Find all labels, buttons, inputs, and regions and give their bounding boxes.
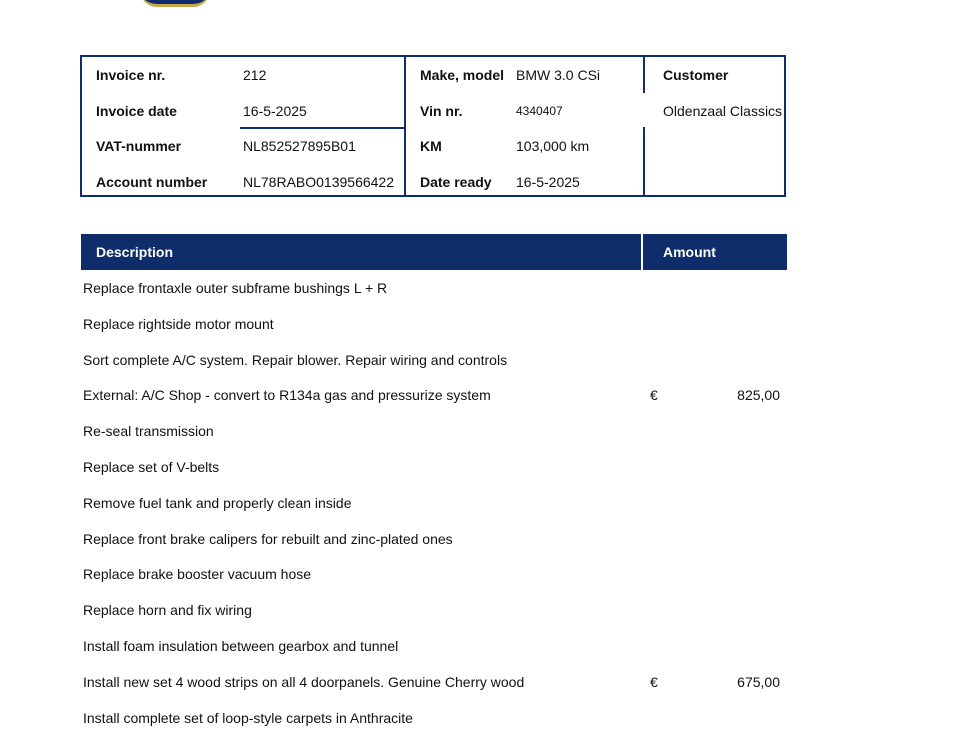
divider	[240, 127, 404, 129]
account-label: Account number	[96, 174, 208, 190]
line-items	[0, 270, 960, 735]
vat-value: NL852527895B01	[243, 138, 356, 154]
row-description: Install foam insulation between gearbox and tunnel	[83, 637, 399, 654]
km-value: 103,000 km	[516, 138, 590, 154]
table-row	[0, 628, 960, 664]
row-description: Replace frontaxle outer subframe bushings L + R	[83, 280, 388, 296]
date-ready-value: 16-5-2025	[516, 174, 580, 190]
table-row	[0, 556, 960, 592]
row-description: External: A/C Shop - convert to R134a gas and pressurize system	[83, 387, 491, 404]
company-logo	[140, 0, 210, 7]
row-currency: €	[650, 673, 658, 690]
table-row	[0, 270, 960, 306]
row-description: Remove fuel tank and properly clean inside	[83, 494, 352, 511]
divider	[643, 127, 645, 195]
vat-label: VAT-nummer	[96, 138, 182, 154]
row-description: Install complete set of loop-style carpets in Anthracite	[83, 709, 413, 726]
date-ready-label: Date ready	[420, 174, 492, 190]
km-label: KM	[420, 138, 442, 154]
row-description: Install new set 4 wood strips on all 4 doorpanels. Genuine Cherry wood	[83, 673, 525, 690]
make-model-label: Make, model	[420, 67, 505, 83]
table-row	[0, 449, 960, 485]
table-row	[0, 592, 960, 628]
table-row	[0, 485, 960, 521]
row-description: Replace rightside motor mount	[83, 315, 274, 332]
table-row	[0, 306, 960, 342]
amount-header: Amount	[663, 244, 716, 260]
row-amount: 825,00	[737, 387, 780, 404]
row-description: Replace horn and fix wiring	[83, 602, 252, 619]
table-row	[0, 521, 960, 557]
invoice-date-value: 16-5-2025	[243, 103, 307, 119]
row-description: Sort complete A/C system. Repair blower. Repair wiring and controls	[83, 351, 508, 368]
account-value: NL78RABO0139566422	[243, 174, 395, 190]
invoice-info-box	[80, 55, 786, 197]
description-header: Description	[96, 244, 174, 260]
vin-label: Vin nr.	[420, 103, 463, 119]
row-amount: 675,00	[737, 673, 780, 690]
vin-value: 4340407	[516, 104, 563, 118]
customer-label: Customer	[663, 67, 729, 83]
row-currency: €	[650, 387, 658, 404]
table-row	[0, 413, 960, 449]
customer-value: Oldenzaal Classics	[663, 103, 783, 119]
header-divider	[641, 234, 643, 270]
invoice-nr-value: 212	[243, 67, 267, 83]
row-description: Re-seal transmission	[83, 423, 214, 440]
table-row	[0, 342, 960, 378]
divider	[404, 57, 406, 195]
table-row	[0, 700, 960, 735]
divider	[643, 57, 645, 93]
row-description: Replace set of V-belts	[83, 458, 220, 475]
make-model-value: BMW 3.0 CSi	[516, 67, 601, 83]
table-row	[0, 377, 960, 413]
row-description: Replace front brake calipers for rebuilt and zinc-plated ones	[83, 530, 453, 547]
invoice-nr-label: Invoice nr.	[96, 67, 166, 83]
invoice-date-label: Invoice date	[96, 103, 177, 119]
row-description: Replace brake booster vacuum hose	[83, 566, 312, 583]
table-header	[81, 234, 787, 270]
table-row	[0, 664, 960, 700]
